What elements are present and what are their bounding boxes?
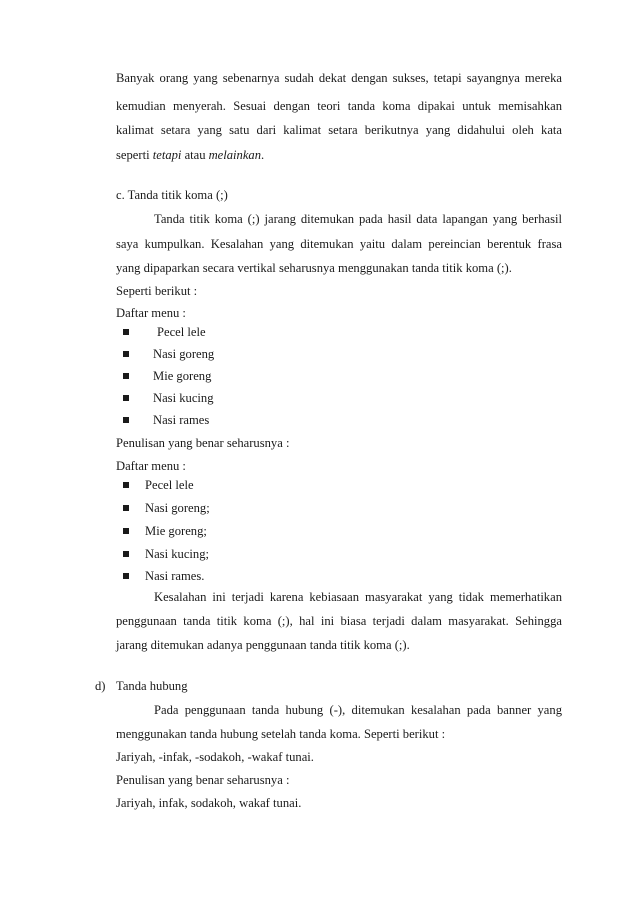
italic-tetapi: tetapi <box>152 148 182 162</box>
correct-item: Pecel lele <box>145 478 194 492</box>
section-c-conclusion-2: penggunaan tanda titik koma (;), hal ini biasa terjadi dalam masyarakat. Sehingga <box>116 614 562 628</box>
bullet-icon <box>123 573 129 579</box>
bullet-icon <box>123 505 129 511</box>
italic-melainkan: melainkan <box>208 148 262 162</box>
section-c-line2: saya kumpulkan. Kesalahan yang ditemukan yaitu dalam pereincian berentuk frasa <box>116 237 562 251</box>
section-c-line1: Tanda titik koma (;) jarang ditemukan pada hasil data lapangan yang berhasil <box>154 212 562 226</box>
bullet-icon <box>123 329 129 335</box>
correct-item: Nasi rames. <box>145 569 205 583</box>
example-right: Jariyah, infak, sodakoh, wakaf tunai. <box>116 796 302 810</box>
bullet-icon <box>123 395 129 401</box>
section-d-label: d) <box>95 679 106 693</box>
bullet-icon <box>123 417 129 423</box>
section-c-conclusion-1: Kesalahan ini terjadi karena kebiasaan masyarakat yang tidak memerhatikan <box>154 590 562 604</box>
menu-label-2: Daftar menu : <box>116 459 186 473</box>
para1-line2: kemudian menyerah. Sesuai dengan teori tanda koma dipakai untuk memisahkan <box>116 99 562 113</box>
para1-line4-pre: seperti <box>116 148 150 162</box>
correct-item: Nasi kucing; <box>145 547 210 561</box>
bullet-icon <box>123 528 129 534</box>
menu-item: Pecel lele <box>157 325 206 339</box>
bullet-icon <box>123 482 129 488</box>
example-wrong: Jariyah, -infak, -sodakoh, -wakaf tunai. <box>116 750 314 764</box>
para1-line4 <box>116 149 264 162</box>
menu-item: Nasi kucing <box>153 391 214 405</box>
section-c-heading: c. Tanda titik koma (;) <box>116 188 228 202</box>
menu-item: Nasi goreng <box>153 347 215 361</box>
para1-line3: kalimat setara yang satu dari kalimat setara berikutnya yang didahului oleh kata <box>116 123 562 137</box>
correct-item: Nasi goreng; <box>145 501 210 515</box>
bullet-icon <box>123 373 129 379</box>
para1-line4-mid: atau <box>184 148 206 162</box>
bullet-icon <box>123 351 129 357</box>
section-c-conclusion-3: jarang ditemukan adanya penggunaan tanda titik koma (;). <box>116 638 410 652</box>
section-d-line2: menggunakan tanda hubung setelah tanda koma. Seperti berikut : <box>116 727 446 741</box>
menu-item: Nasi rames <box>153 413 210 427</box>
menu-item: Mie goreng <box>153 369 212 383</box>
menu-label: Daftar menu : <box>116 306 186 320</box>
section-d-line1: Pada penggunaan tanda hubung (-), ditemukan kesalahan pada banner yang <box>154 703 562 717</box>
section-d-heading: Tanda hubung <box>116 679 188 693</box>
correct-item: Mie goreng; <box>145 524 207 538</box>
section-d-correct-label: Penulisan yang benar seharusnya : <box>116 773 290 787</box>
para1-line4-post: . <box>261 148 265 162</box>
para1-line1: Banyak orang yang sebenarnya sudah dekat dengan sukses, tetapi sayangnya mereka <box>116 71 562 85</box>
section-c-line3: yang dipaparkan secara vertikal seharusnya menggunakan tanda titik koma (;). <box>116 261 512 275</box>
bullet-icon <box>123 551 129 557</box>
seperti-berikut: Seperti berikut : <box>116 284 198 298</box>
correct-label: Penulisan yang benar seharusnya : <box>116 436 290 450</box>
